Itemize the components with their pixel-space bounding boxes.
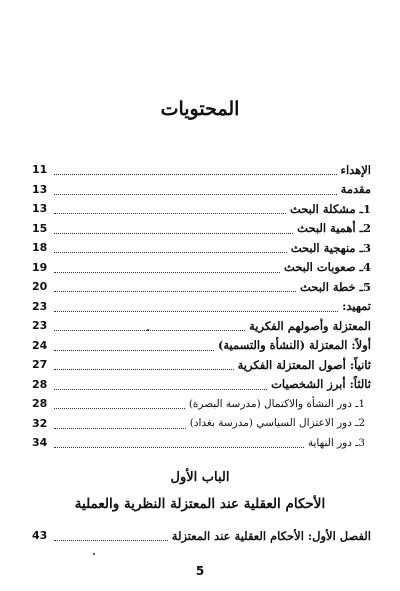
toc-entry-page: 34	[32, 436, 48, 450]
dot-leader	[54, 242, 287, 253]
toc-entry-label: 5ـ خطة البحث	[300, 279, 371, 294]
dot-leader	[54, 262, 280, 273]
toc-entry-label: 2ـ دور الاعتزال السياسي (مدرسة بغداد)	[189, 417, 365, 430]
toc-entry-page: 24	[32, 338, 48, 352]
ink-speck	[93, 553, 95, 555]
toc-entry	[32, 180, 371, 200]
toc-entry-page: 13	[32, 202, 48, 216]
toc-entry-label: 3ـ دور النهاية	[307, 436, 365, 449]
toc-entry-page: 18	[32, 241, 48, 255]
toc-entry-page: 15	[32, 221, 48, 235]
toc-entry-label: أولاً: المعتزلة (النشأة والتسمية)	[217, 338, 371, 353]
toc-entry-page: 23	[32, 319, 48, 333]
toc-entry-page: 32	[32, 416, 48, 430]
toc-entry	[32, 297, 371, 317]
toc-entry-label: مقدمة	[340, 182, 371, 197]
toc-entry	[32, 199, 371, 219]
toc-entry-label: المعتزلة وأصولهم الفكرية	[249, 318, 371, 333]
toc-entry	[32, 336, 371, 356]
toc-entry	[32, 394, 371, 414]
toc-title: المحتويات	[160, 98, 240, 120]
toc-entry	[32, 258, 371, 278]
dot-leader	[54, 301, 338, 312]
part-subtitle: الأحكام العقلية عند المعتزلة النظرية والعملية	[74, 496, 326, 512]
toc-entry-page: 11	[32, 163, 48, 177]
toc-entry-page: 13	[32, 182, 48, 196]
toc-entry-page: 19	[32, 260, 48, 274]
dot-leader	[54, 320, 245, 331]
dot-leader	[54, 359, 234, 370]
toc-entry-page: 28	[32, 377, 48, 391]
dot-leader	[54, 164, 337, 175]
toc-entry-label: 2ـ أهمية البحث	[297, 221, 371, 236]
toc-entry	[32, 160, 371, 180]
toc-entry	[32, 433, 371, 453]
toc-entry-label: 1ـ دور النشأة والاكتمال (مدرسة البصرة)	[188, 397, 365, 410]
toc-list	[32, 160, 371, 453]
ink-speck	[147, 329, 149, 331]
toc-entry	[32, 277, 371, 297]
toc-entry-label: الفصل الأول: الأحكام العقلية عند المعتزلة	[171, 528, 371, 543]
toc-entry-label: الإهداء	[340, 162, 371, 177]
toc-entry-page: 20	[32, 280, 48, 294]
dot-leader	[54, 530, 168, 541]
part-title: الباب الأول	[170, 470, 230, 485]
dot-leader	[54, 418, 186, 429]
toc-entry	[32, 375, 371, 395]
dot-leader	[54, 281, 296, 292]
toc-entry	[32, 526, 371, 546]
dot-leader	[54, 223, 293, 234]
toc-entry-label: 4ـ صعوبات البحث	[283, 260, 371, 275]
toc-entry-label: ثالثاً: أبرز الشخصيات	[271, 377, 371, 392]
toc-entry-label: تمهيد:	[342, 299, 371, 314]
dot-leader	[54, 437, 304, 448]
toc-entry-label: 1ـ مشكلة البحث	[289, 201, 371, 216]
toc-entry	[32, 316, 371, 336]
toc-entry-page: 43	[32, 529, 48, 543]
toc-entry-label: ثانياً: أصول المعتزلة الفكرية	[237, 357, 371, 372]
toc-entry-page: 27	[32, 358, 48, 372]
toc-entry-label: 3ـ منهجية البحث	[290, 240, 371, 255]
toc-entry	[32, 238, 371, 258]
toc-entry	[32, 414, 371, 434]
dot-leader	[54, 203, 286, 214]
toc-entry	[32, 355, 371, 375]
dot-leader	[54, 398, 185, 409]
dot-leader	[54, 340, 214, 351]
dot-leader	[54, 184, 337, 195]
chapter-list	[32, 526, 371, 546]
toc-entry-page: 28	[32, 397, 48, 411]
toc-entry-page: 23	[32, 299, 48, 313]
toc-entry	[32, 219, 371, 239]
page-number: 5	[195, 564, 205, 578]
dot-leader	[54, 379, 267, 390]
